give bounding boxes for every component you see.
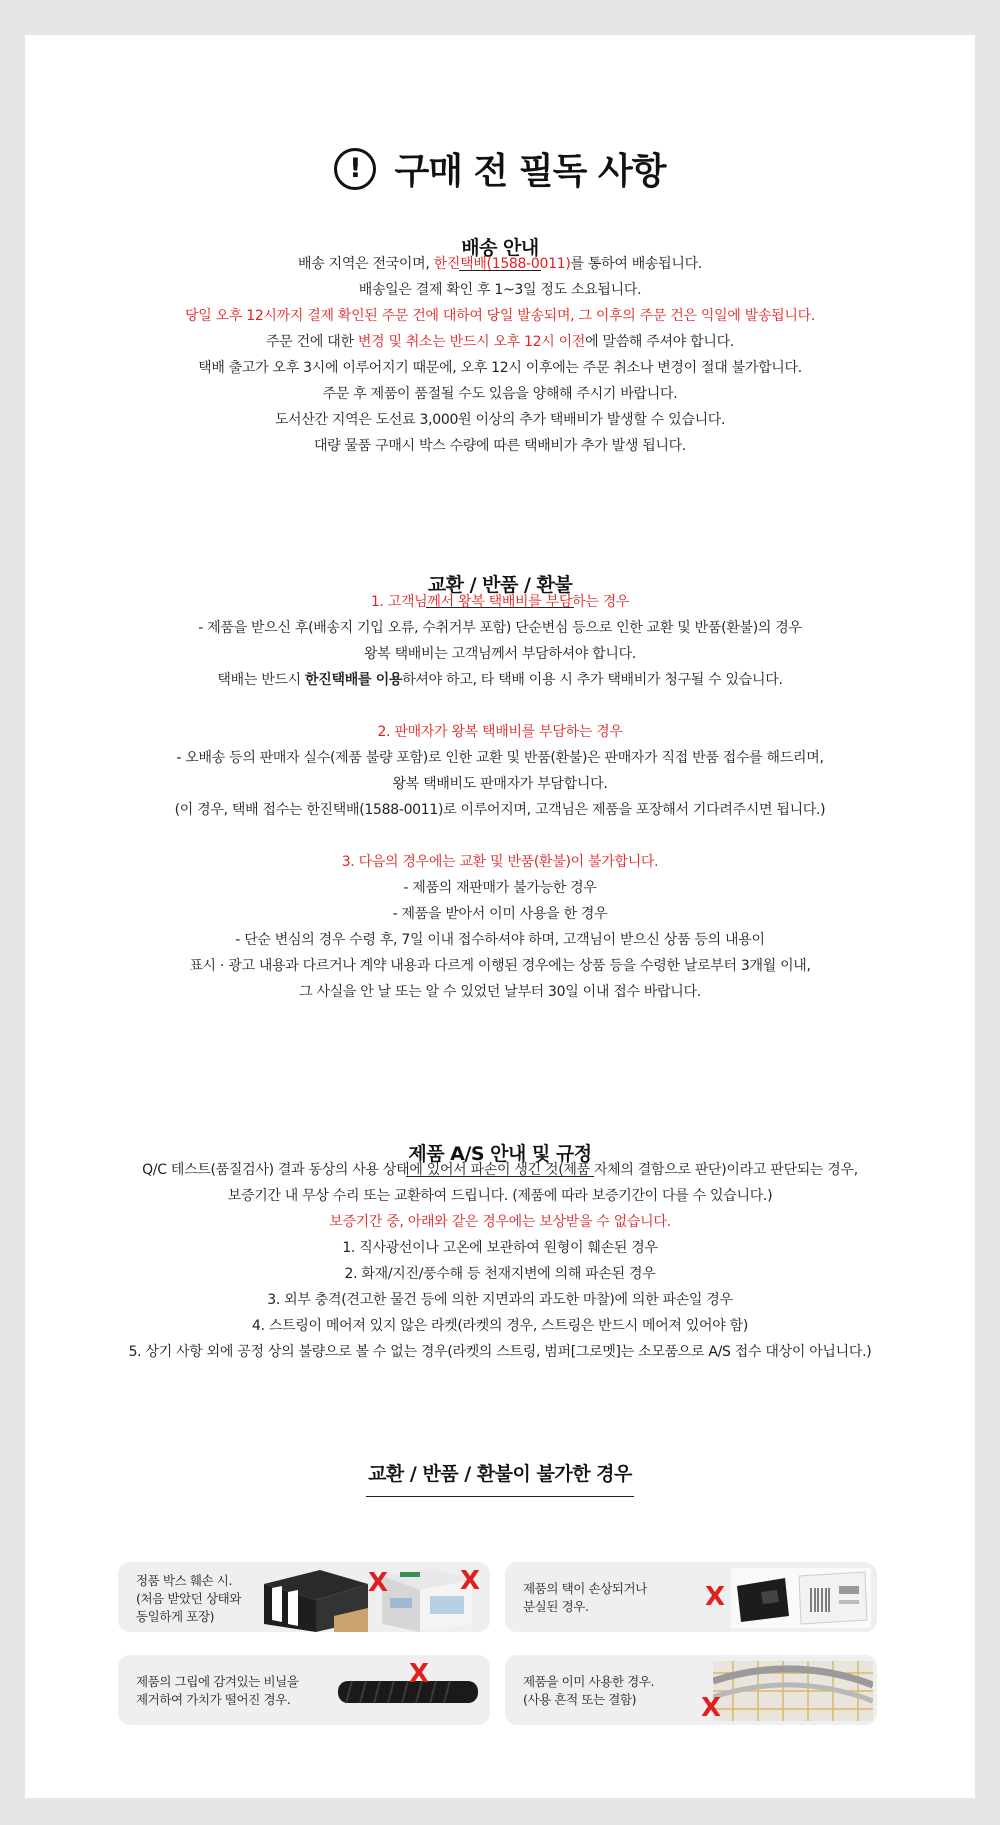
text-line <box>25 693 975 719</box>
case-card-text: 제품의 그립에 감겨있는 비닐을 제거하여 가치가 떨어진 경우. <box>136 1674 299 1707</box>
as-body <box>25 1157 975 1365</box>
text-segment: 그 사실을 안 날 또는 알 수 있었던 날부터 30일 이내 접수 바랍니다. <box>299 984 701 1000</box>
text-segment: - 제품의 재판매가 불가능한 경우 <box>403 880 597 896</box>
text-line <box>25 979 975 1005</box>
text-line <box>25 1209 975 1235</box>
grip-image <box>332 1667 482 1711</box>
text-line <box>25 277 975 303</box>
text-segment: 하셔야 하고, 타 택배 이용 시 추가 택배비가 청구될 수 있습니다. <box>402 672 783 688</box>
text-segment: 대량 물품 구매시 박스 수량에 따른 택배비가 추가 발생 됩니다. <box>313 438 687 454</box>
text-segment: 2. 화재/지진/풍수해 등 천재지변에 의해 파손된 경우 <box>344 1266 656 1282</box>
text-segment: 3. 외부 충격(견고한 물건 등에 의한 지면과의 과도한 마찰)에 의한 파손일 경우 <box>267 1292 733 1308</box>
case-card-grip-vinyl <box>118 1655 490 1725</box>
not-allowed-section-title: 교환 / 반품 / 환불이 불가한 경우 <box>25 1459 975 1497</box>
shipping-body <box>25 251 975 459</box>
text-segment: 5. 상기 사항 외에 공정 상의 불량으로 볼 수 없는 경우(라켓의 스트링, 범퍼[그로멧]는 소모품으로 A/S 접수 대상이 아닙니다.) <box>128 1344 872 1360</box>
not-allowed-x-icon: X <box>705 1582 726 1612</box>
alert-icon: ! <box>334 148 376 190</box>
text-segment: Q/C 테스트(품질검사) 결과 동상의 사용 상태에 있어서 파손이 생긴 것(제품 자체의 결함으로 판단)이라고 판단되는 경우, <box>142 1162 858 1178</box>
main-title-row <box>25 143 975 194</box>
not-allowed-x-icon: X <box>701 1693 722 1723</box>
case-card-used-product <box>505 1655 877 1725</box>
case-card-tag-damage <box>505 1562 877 1632</box>
text-segment: 1. 직사광선이나 고온에 보관하여 원형이 훼손된 경우 <box>342 1240 658 1256</box>
text-line <box>25 1313 975 1339</box>
text-line <box>25 719 975 745</box>
text-segment: 2. 판매자가 왕복 택배비를 부담하는 경우 <box>377 724 623 740</box>
text-line <box>25 589 975 615</box>
case-card-box-damage <box>118 1562 490 1632</box>
text-line <box>25 797 975 823</box>
text-line <box>25 771 975 797</box>
text-segment: 배송일은 결제 확인 후 1~3일 정도 소요됩니다. <box>358 282 642 298</box>
text-line <box>25 1157 975 1183</box>
text-segment: 보증기간 중, 아래와 같은 경우에는 보상받을 수 없습니다. <box>329 1214 671 1230</box>
page-title: 구매 전 필독 사항 <box>394 151 666 192</box>
text-segment: 한진택배(1588-0011) <box>433 256 571 272</box>
text-line <box>25 433 975 459</box>
text-line <box>25 641 975 667</box>
text-segment: 표시 · 광고 내용과 다르거나 계약 내용과 다르게 이행된 경우에는 상품 등을 수령한 날로부터 3개월 이내, <box>189 958 811 974</box>
shipping-section-title: 배송 안내 <box>25 233 975 271</box>
damaged-tag-image <box>731 1568 871 1628</box>
case-card-text: 제품의 택이 손상되거나 분실된 경우. <box>523 1581 647 1614</box>
text-line <box>25 1261 975 1287</box>
notice-sheet <box>25 35 975 1798</box>
as-section-title: 제품 A/S 안내 및 규정 <box>25 1139 975 1177</box>
not-allowed-x-icon: X <box>368 1568 389 1598</box>
text-segment: 택배 출고가 오후 3시에 이루어지기 때문에, 오후 12시 이후에는 주문 취소나 변경이 절대 불가합니다. <box>198 360 802 376</box>
not-allowed-x-icon: X <box>460 1566 481 1596</box>
text-segment: 를 통하여 배송됩니다. <box>570 256 702 272</box>
case-card-text: 제품을 이미 사용한 경우. (사용 흔적 또는 결함) <box>523 1674 655 1707</box>
not-allowed-x-icon: X <box>409 1659 430 1689</box>
text-segment: - 제품을 받아서 이미 사용을 한 경우 <box>392 906 608 922</box>
text-line <box>25 615 975 641</box>
text-line <box>25 381 975 407</box>
text-segment: - 오배송 등의 판매자 실수(제품 불량 포함)로 인한 교환 및 반품(환불)은 판매자가 직접 반품 접수를 해드리며, <box>176 750 824 766</box>
text-segment: 택배는 반드시 <box>217 672 306 688</box>
text-segment: 3. 다음의 경우에는 교환 및 반품(환불)이 불가합니다. <box>341 854 659 870</box>
text-segment: 배송 지역은 전국이며, <box>298 256 434 272</box>
text-line <box>25 875 975 901</box>
text-segment: (이 경우, 택배 접수는 한진택배(1588-0011)로 이루어지며, 고객님은 제품을 포장해서 기다려주시면 됩니다.) <box>174 802 826 818</box>
text-segment: 보증기간 내 무상 수리 또는 교환하여 드립니다. (제품에 따라 보증기간이 다를 수 있습니다.) <box>227 1188 773 1204</box>
text-segment: - 단순 변심의 경우 수령 후, 7일 이내 접수하셔야 하며, 고객님이 받으신 상품 등의 내용이 <box>235 932 765 948</box>
text-segment: 당일 오후 12시까지 결제 확인된 주문 건에 대하여 당일 발송되며, 그 이후의 주문 건은 익일에 발송됩니다. <box>185 308 815 324</box>
text-segment: 도서산간 지역은 도선료 3,000원 이상의 추가 택배비가 발생할 수 있습니다. <box>274 412 726 428</box>
text-line <box>25 1183 975 1209</box>
text-line <box>25 1339 975 1365</box>
text-segment: 왕복 택배비도 판매자가 부담합니다. <box>392 776 608 792</box>
text-line <box>25 823 975 849</box>
text-segment: - 제품을 받으신 후(배송지 기입 오류, 수취거부 포함) 단순변심 등으로 인한 교환 및 반품(환불)의 경우 <box>198 620 802 636</box>
text-segment: 에 말씀해 주셔야 합니다. <box>585 334 734 350</box>
exchange-body <box>25 589 975 1005</box>
text-segment: 왕복 택배비는 고객님께서 부담하셔야 합니다. <box>363 646 636 662</box>
text-segment: 한진택배를 이용 <box>305 672 403 688</box>
text-line <box>25 1287 975 1313</box>
text-line <box>25 1235 975 1261</box>
text-line <box>25 355 975 381</box>
text-segment: 주문 후 제품이 품절될 수도 있음을 양해해 주시기 바랍니다. <box>322 386 678 402</box>
text-line <box>25 303 975 329</box>
text-line <box>25 251 975 277</box>
text-line <box>25 667 975 693</box>
used-racket-image <box>713 1661 873 1721</box>
text-segment: 주문 건에 대한 <box>266 334 358 350</box>
case-card-text: 정품 박스 훼손 시. (처음 받았던 상태와 동일하게 포장) <box>136 1573 242 1624</box>
text-line <box>25 953 975 979</box>
text-line <box>25 745 975 771</box>
text-segment: 1. 고객님께서 왕복 택배비를 부담하는 경우 <box>370 594 630 610</box>
text-segment: 4. 스트링이 메어져 있지 않은 라켓(라켓의 경우, 스트링은 반드시 메어져 있어야 함) <box>251 1318 749 1334</box>
text-line <box>25 901 975 927</box>
text-line <box>25 329 975 355</box>
text-line <box>25 849 975 875</box>
text-line <box>25 927 975 953</box>
exchange-section-title: 교환 / 반품 / 환불 <box>25 570 975 608</box>
text-segment: 변경 및 취소는 반드시 오후 12시 이전 <box>357 334 586 350</box>
text-line <box>25 407 975 433</box>
